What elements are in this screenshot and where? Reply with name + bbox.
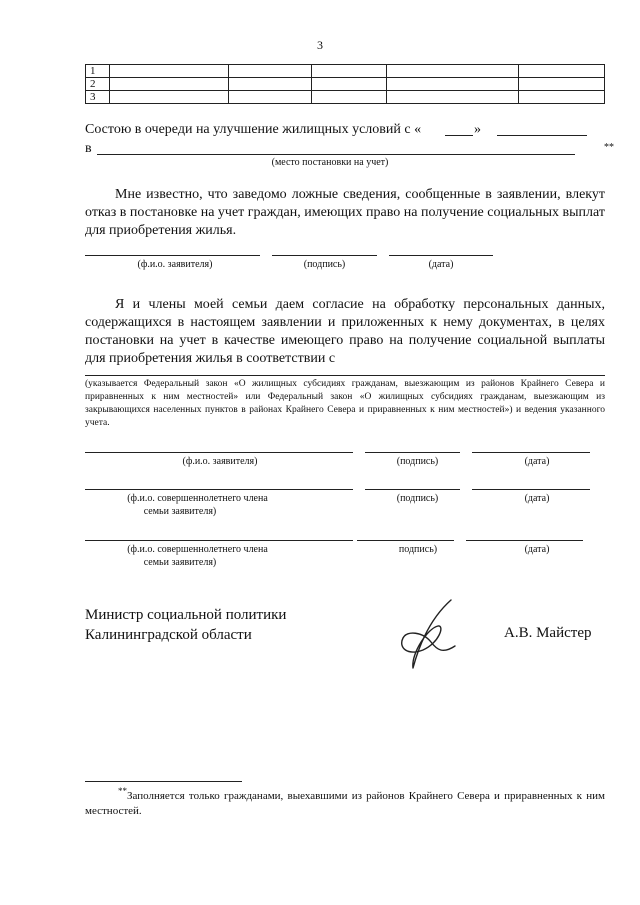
sig3-fio-caption-line2: семьи заявителя) <box>143 506 217 517</box>
sig1-date-caption: (дата) <box>428 259 454 270</box>
queue-quote-close: » <box>474 122 481 137</box>
minister-line-2: Калининградской области <box>85 627 252 643</box>
sig2-fio-caption: (ф.и.о. заявителя) <box>182 456 258 467</box>
queue-date-blank <box>497 135 587 136</box>
sig4-sign-line <box>357 540 454 541</box>
footnote-mark-bottom: ** <box>118 786 127 796</box>
sig3-fio-caption-line1: (ф.и.о. совершеннолетнего члена <box>127 493 268 504</box>
table-cell: 2 <box>86 78 110 91</box>
sig1-date-line <box>389 255 493 256</box>
table-cell <box>311 91 387 104</box>
table-cell <box>228 78 311 91</box>
consent-paragraph: Я и члены моей семьи даем согласие на обработку персональных данных, содержащихся в настоящем заявлении и приложенных к нему документах, в целях постановки на учет в качестве имеющего право на получение социальной выплаты для приобретения жилья в соответствии с <box>85 297 605 366</box>
table-row <box>86 78 605 91</box>
table-cell: 3 <box>86 91 110 104</box>
table-row <box>86 91 605 104</box>
data-table <box>85 64 605 104</box>
sig3-sign-caption: (подпись) <box>396 493 439 504</box>
footnote-mark: ** <box>604 142 614 153</box>
sig4-date-line <box>466 540 583 541</box>
handwritten-signature <box>393 598 473 673</box>
sig3-date-caption: (дата) <box>524 493 550 504</box>
sig1-fio-line <box>85 255 260 256</box>
footnote-text: Заполняется только гражданами, выехавшими из районов Крайнего Севера и приравненных к ним местностей. <box>85 790 605 817</box>
sig2-sign-caption: (подпись) <box>396 456 439 467</box>
law-blank <box>85 375 605 376</box>
minister-name: А.В. Майстер <box>504 625 592 641</box>
table-cell <box>519 65 605 78</box>
sig4-date-caption: (дата) <box>524 544 550 555</box>
minister-line-1: Министр социальной политики <box>85 607 287 623</box>
queue-caption: (место постановки на учет) <box>271 157 389 168</box>
table-cell <box>311 65 387 78</box>
table-cell <box>228 91 311 104</box>
sig1-fio-caption: (ф.и.о. заявителя) <box>137 259 213 270</box>
sig4-fio-line <box>85 540 353 541</box>
sig4-sign-caption: подпись) <box>398 544 438 555</box>
queue-text: Состою в очереди на улучшение жилищных условий с « <box>85 122 422 137</box>
sig3-fio-line <box>85 489 353 490</box>
table-row <box>86 65 605 78</box>
sig3-date-line <box>472 489 590 490</box>
table-cell <box>228 65 311 78</box>
table-cell <box>109 91 228 104</box>
queue-place-blank <box>97 154 575 155</box>
queue-in-label: в <box>85 141 92 156</box>
footnote-separator <box>85 781 242 782</box>
page-number: 3 <box>317 38 323 52</box>
sig1-sign-line <box>272 255 377 256</box>
table-cell <box>519 78 605 91</box>
table-cell <box>387 65 519 78</box>
law-note: (указывается Федеральный закон «О жилищных субсидиях гражданам, выезжающим из районов Крайнего Севера и приравненных к ним местностей» или Федеральный закон «О жилищных субсидиях гражданам, выезжающим из закрывающихся населенных пунктов в районах Крайнего Севера и приравненных к ним местностей») и ведения указанного учета. <box>85 379 605 428</box>
table-cell: 1 <box>86 65 110 78</box>
table-cell <box>109 65 228 78</box>
table-cell <box>387 78 519 91</box>
sig2-fio-line <box>85 452 353 453</box>
table-cell <box>109 78 228 91</box>
sig2-date-caption: (дата) <box>524 456 550 467</box>
table-cell <box>387 91 519 104</box>
sig2-date-line <box>472 452 590 453</box>
table-cell <box>519 91 605 104</box>
warning-paragraph: Мне известно, что заведомо ложные сведения, сообщенные в заявлении, влекут отказ в постановке на учет граждан, имеющих право на получение социальных выплат для приобретения жилья. <box>85 187 605 238</box>
sig3-sign-line <box>365 489 460 490</box>
sig1-sign-caption: (подпись) <box>303 259 346 270</box>
sig4-fio-caption-line1: (ф.и.о. совершеннолетнего члена <box>127 544 268 555</box>
table-cell <box>311 78 387 91</box>
minister-title <box>85 605 286 645</box>
sig4-fio-caption-line2: семьи заявителя) <box>143 557 217 568</box>
queue-day-blank <box>445 135 473 136</box>
sig2-sign-line <box>365 452 460 453</box>
